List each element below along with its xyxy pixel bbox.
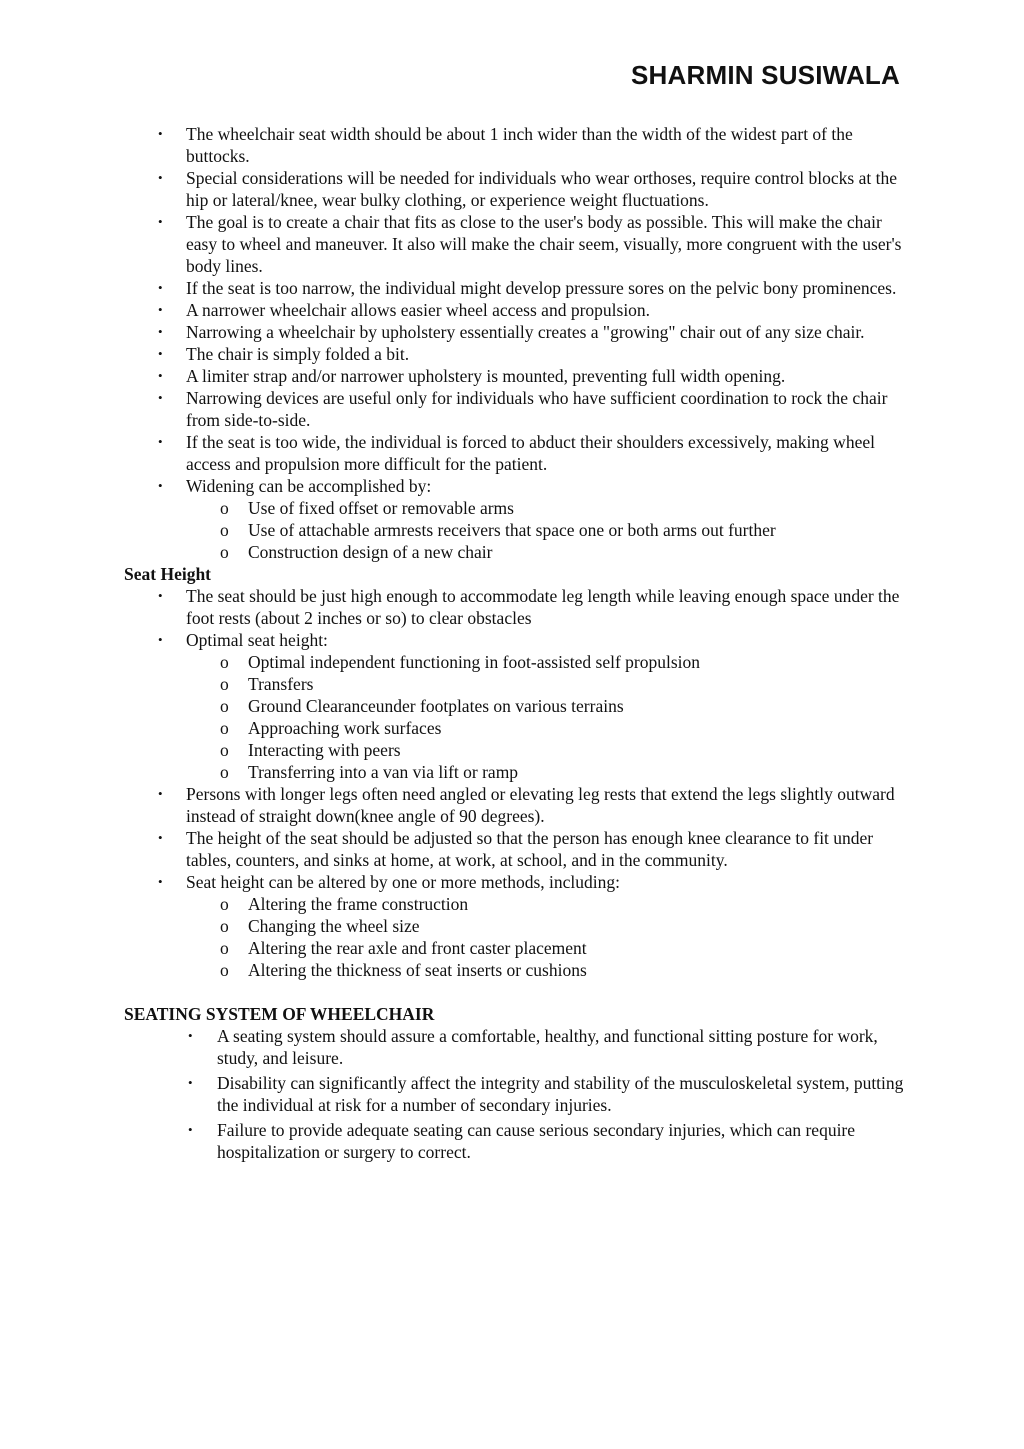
circle-bullet-icon: o [220, 520, 229, 540]
sub-list-item: o Use of attachable armrests receivers that space one or both arms out further [220, 520, 776, 540]
sub-list-item: o Approaching work surfaces [220, 718, 442, 738]
circle-bullet-icon: o [220, 894, 229, 914]
list-item: • The seat should be just high enough to accommodate leg length while leaving enough space under the foot rests (about 2 inches or so) to clear obstacles [158, 586, 900, 628]
circle-bullet-icon: o [220, 960, 229, 980]
bullet-icon: • [158, 786, 163, 801]
bullet-icon: • [188, 1028, 193, 1043]
sub-list-item: o Transferring into a van via lift or ramp [220, 762, 519, 782]
list-item: • Failure to provide adequate seating can cause serious secondary injuries, which can require hospitalization or surgery to correct. [188, 1120, 856, 1162]
list-item: • The height of the seat should be adjusted so that the person has enough knee clearance to fit under tables, counters, and sinks at home, at work, at school, and in the community. [158, 828, 874, 870]
bullet-icon: • [158, 346, 163, 361]
author-header: SHARMIN SUSIWALA [631, 60, 900, 90]
list-item: • A narrower wheelchair allows easier wheel access and propulsion. [158, 300, 651, 320]
optimal-height-sublist [124, 651, 914, 783]
bullet-icon: • [158, 280, 163, 295]
seat-width-list [124, 123, 914, 563]
list-item: • A seating system should assure a comfortable, healthy, and functional sitting posture for work, study, and leisure. [188, 1026, 878, 1068]
list-item: • Persons with longer legs often need angled or elevating leg rests that extend the legs slightly outward instead of straight down(knee angle of 90 degrees). [158, 784, 895, 826]
sub-list-item: o Altering the rear axle and front caster placement [220, 938, 587, 958]
sub-list-item: o Altering the frame construction [220, 894, 469, 914]
seat-height-heading: Seat Height [124, 564, 212, 584]
circle-bullet-icon: o [220, 542, 229, 562]
list-item: • Optimal seat height: o Optimal independent functioning in foot-assisted self propulsion o Transfers o Ground Clearanceunder footplates on various terrains o Approaching work surfaces o Interacting with peers o Transferring into a van via lift or ramp [124, 629, 914, 783]
bullet-icon: • [188, 1075, 193, 1090]
circle-bullet-icon: o [220, 718, 229, 738]
seat-height-list [124, 585, 914, 981]
circle-bullet-icon: o [220, 674, 229, 694]
sub-list-item: o Optimal independent functioning in foot-assisted self propulsion [220, 652, 701, 672]
bullet-icon: • [158, 324, 163, 339]
list-item: • If the seat is too wide, the individual is forced to abduct their shoulders excessively, making wheel access and propulsion more difficult for the patient. [158, 432, 875, 474]
list-item: • Disability can significantly affect the integrity and stability of the musculoskeletal system, putting the individual at risk for a number of secondary injuries. [188, 1073, 904, 1115]
sub-list-item: o Ground Clearanceunder footplates on various terrains [220, 696, 624, 716]
bullet-icon: • [158, 214, 163, 229]
list-item: • A limiter strap and/or narrower upholstery is mounted, preventing full width opening. [158, 366, 786, 386]
list-item: • Seat height can be altered by one or more methods, including: o Altering the frame construction o Changing the wheel size o Altering the rear axle and front caster placement o Altering the thickness of seat inserts or cushions [124, 871, 914, 981]
circle-bullet-icon: o [220, 740, 229, 760]
bullet-icon: • [158, 874, 163, 889]
seating-system-heading: SEATING SYSTEM OF WHEELCHAIR [124, 1004, 435, 1024]
list-item: • Narrowing a wheelchair by upholstery essentially creates a "growing" chair out of any size chair. [158, 322, 865, 342]
list-item: • The wheelchair seat width should be about 1 inch wider than the width of the widest part of the buttocks. [158, 124, 853, 166]
list-item: • Narrowing devices are useful only for individuals who have sufficient coordination to rock the chair from side-to-side. [158, 388, 888, 430]
height-methods-sublist [124, 893, 914, 981]
sub-list-item: o Transfers [220, 674, 314, 694]
list-item: • Widening can be accomplished by: o Use of fixed offset or removable arms o Use of attachable armrests receivers that space one or both arms out further o Construction design of a new chair [124, 475, 914, 563]
circle-bullet-icon: o [220, 916, 229, 936]
seating-system-list [124, 1025, 914, 1163]
sub-list-item: o Changing the wheel size [220, 916, 420, 936]
list-item: • Special considerations will be needed for individuals who wear orthoses, require control blocks at the hip or lateral/knee, wear bulky clothing, or experience weight fluctuations. [158, 168, 897, 210]
bullet-icon: • [158, 632, 163, 647]
circle-bullet-icon: o [220, 938, 229, 958]
circle-bullet-icon: o [220, 498, 229, 518]
bullet-icon: • [158, 478, 163, 493]
list-item: • If the seat is too narrow, the individual might develop pressure sores on the pelvic bony prominences. [158, 278, 897, 298]
circle-bullet-icon: o [220, 652, 229, 672]
list-item: • The chair is simply folded a bit. [158, 344, 410, 364]
bullet-icon: • [188, 1122, 193, 1137]
bullet-icon: • [158, 588, 163, 603]
sub-list-item: o Construction design of a new chair [220, 542, 493, 562]
bullet-icon: • [158, 830, 163, 845]
bullet-icon: • [158, 126, 163, 141]
seating-system-section [124, 1003, 914, 1163]
bullet-icon: • [158, 302, 163, 317]
list-item: • The goal is to create a chair that fits as close to the user's body as possible. This will make the chair easy to wheel and maneuver. It also will make the chair seem, visually, more congruent with the user's body lines. [158, 212, 902, 276]
sub-list-item: o Use of fixed offset or removable arms [220, 498, 514, 518]
bullet-icon: • [158, 170, 163, 185]
bullet-icon: • [158, 368, 163, 383]
bullet-icon: • [158, 434, 163, 449]
circle-bullet-icon: o [220, 762, 229, 782]
widening-sublist [124, 497, 914, 563]
sub-list-item: o Interacting with peers [220, 740, 401, 760]
sub-list-item: o Altering the thickness of seat inserts or cushions [220, 960, 587, 980]
circle-bullet-icon: o [220, 696, 229, 716]
document-body [124, 123, 914, 1166]
bullet-icon: • [158, 390, 163, 405]
